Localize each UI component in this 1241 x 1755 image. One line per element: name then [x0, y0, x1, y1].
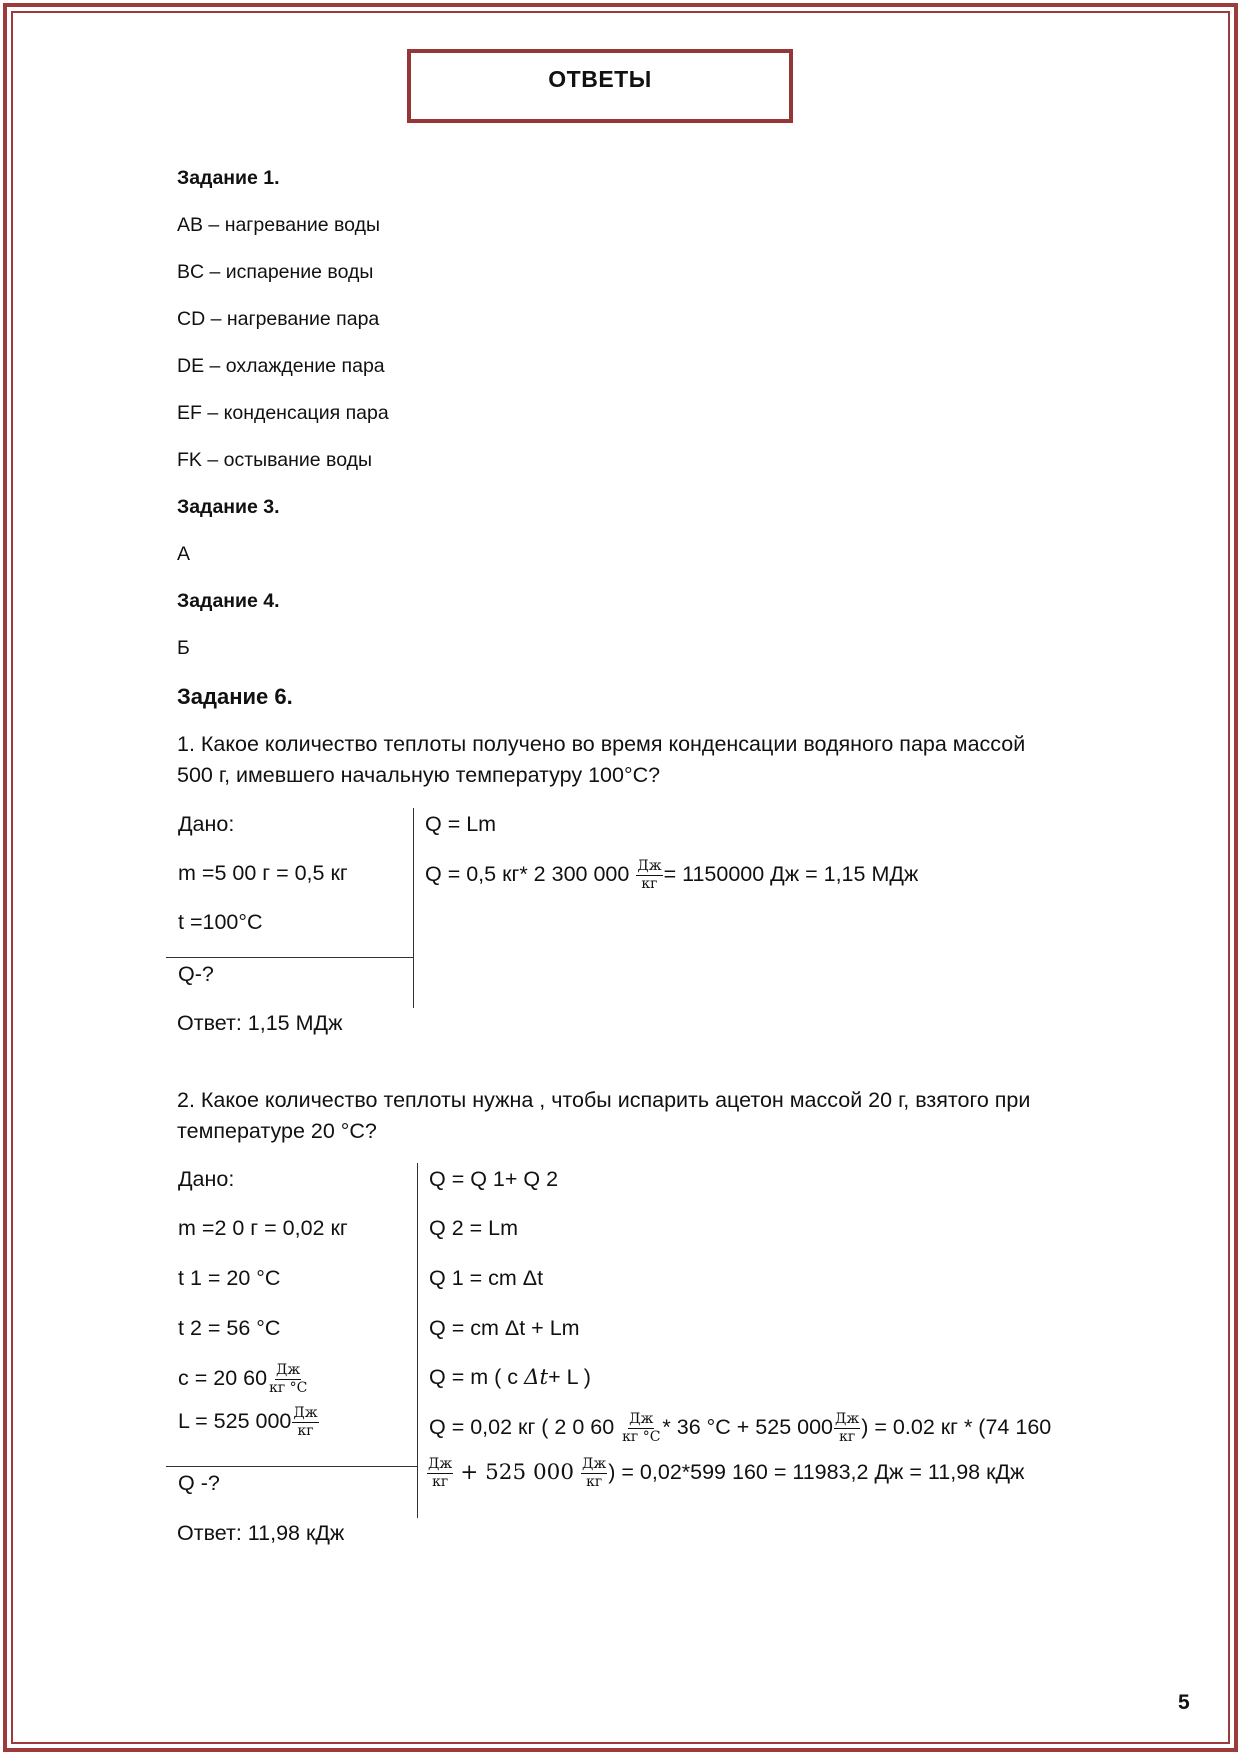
unit-fraction: $\frac{Дж}{кг}$	[293, 1405, 318, 1439]
problem2-given-c: с = 20 60 $\frac{Дж}{кг ^\circ С}$	[178, 1362, 308, 1396]
problem2-question-line1: 2. Какое количество теплоты нужна , чтобы испарить ацетон массой 20 г, взятого при	[177, 1088, 1031, 1112]
problem2-given-divider	[166, 1466, 418, 1467]
problem1-answer: Ответ: 1,15 МДж	[177, 1011, 343, 1035]
problem2-solution-step: Q 2 = Lm	[429, 1216, 519, 1240]
problem2-calculation-line2: $\frac{Дж}{кг}$ + 525 000 $\frac{Дж}{кг}$ ) = 0,02*599 160 = 11983,2 Дж = 11,98 кДж	[428, 1456, 1025, 1490]
page-title: ОТВЕТЫ	[548, 66, 652, 92]
problem1-given-temp: t =100°С	[178, 910, 263, 934]
task4-heading: Задание 4.	[177, 590, 280, 612]
task3-answer: А	[177, 543, 191, 565]
task1-line: AB – нагревание воды	[177, 214, 380, 236]
task1-line: CD – нагревание пара	[177, 308, 380, 330]
title-box	[407, 49, 793, 123]
unit-fraction: $\frac{Дж}{кг}$	[428, 1456, 453, 1490]
problem2-column-divider	[417, 1163, 418, 1518]
problem2-find: Q -?	[178, 1471, 220, 1495]
problem1-given-divider	[166, 957, 414, 958]
unit-fraction: $\frac{Дж}{кг}$	[835, 1411, 860, 1445]
problem2-solution-step: Q = cm Δt + Lm	[429, 1316, 580, 1340]
problem2-solution-step: Q 1 = cm Δt	[429, 1266, 544, 1290]
problem2-given-label: Дано:	[178, 1167, 235, 1191]
task4-answer: Б	[177, 637, 190, 659]
task1-line: DE – охлаждение пара	[177, 355, 385, 377]
problem1-calculation	[425, 858, 918, 893]
problem1-question-line1: 1. Какое количество теплоты получено во время конденсации водяного пара массой	[177, 732, 1026, 756]
problem1-formula: Q = Lm	[425, 812, 497, 836]
task1-line: EF – конденсация пара	[177, 402, 389, 424]
problem1-question-line2: 500 г, имевшего начальную температуру 100°С?	[177, 763, 661, 787]
problem2-question-line2: температуре 20 °С?	[177, 1119, 377, 1143]
problem1-calc-suffix: = 1150000 Дж = 1,15 МДж	[663, 862, 919, 887]
problem2-solution-step: Q = m ( c Δt+ L )	[429, 1365, 591, 1390]
problem1-column-divider	[413, 808, 414, 1008]
problem1-given-label: Дано:	[178, 812, 235, 836]
unit-fraction: $\frac{Дж}{кг}$	[637, 858, 662, 892]
problem2-calculation-line1: Q = 0,02 кг ( 2 0 60 $\frac{Дж}{кг ^\circ С}$ * 36 °С + 525 000 $\frac{Дж}{кг}$ ) = 0.02 кг * (74 160	[429, 1411, 1052, 1445]
task1-line: FK – остывание воды	[177, 449, 372, 471]
page-number: 5	[1178, 1691, 1190, 1714]
unit-fraction: $\frac{Дж}{кг ^\circ С}$	[269, 1362, 308, 1396]
unit-fraction: $\frac{Дж}{кг}$	[582, 1456, 607, 1490]
task1-heading: Задание 1.	[177, 167, 280, 189]
problem2-given-t1: t 1 = 20 °С	[178, 1266, 281, 1290]
task6-heading: Задание 6.	[177, 684, 293, 709]
problem2-given-mass: m =2 0 г = 0,02 кг	[178, 1216, 348, 1240]
problem1-find: Q-?	[178, 962, 214, 986]
problem2-solution-step: Q = Q 1+ Q 2	[429, 1167, 559, 1191]
problem1-given-mass: m =5 00 г = 0,5 кг	[178, 861, 348, 885]
task3-heading: Задание 3.	[177, 496, 280, 518]
problem2-answer: Ответ: 11,98 кДж	[177, 1521, 345, 1545]
problem2-given-L: L = 525 000 $\frac{Дж}{кг}$	[178, 1405, 318, 1439]
unit-fraction: $\frac{Дж}{кг ^\circ С}$	[622, 1411, 661, 1445]
problem1-calc-prefix: Q = 0,5 кг* 2 300 000	[425, 862, 630, 887]
problem2-given-t2: t 2 = 56 °С	[178, 1316, 281, 1340]
task1-line: BC – испарение воды	[177, 261, 374, 283]
